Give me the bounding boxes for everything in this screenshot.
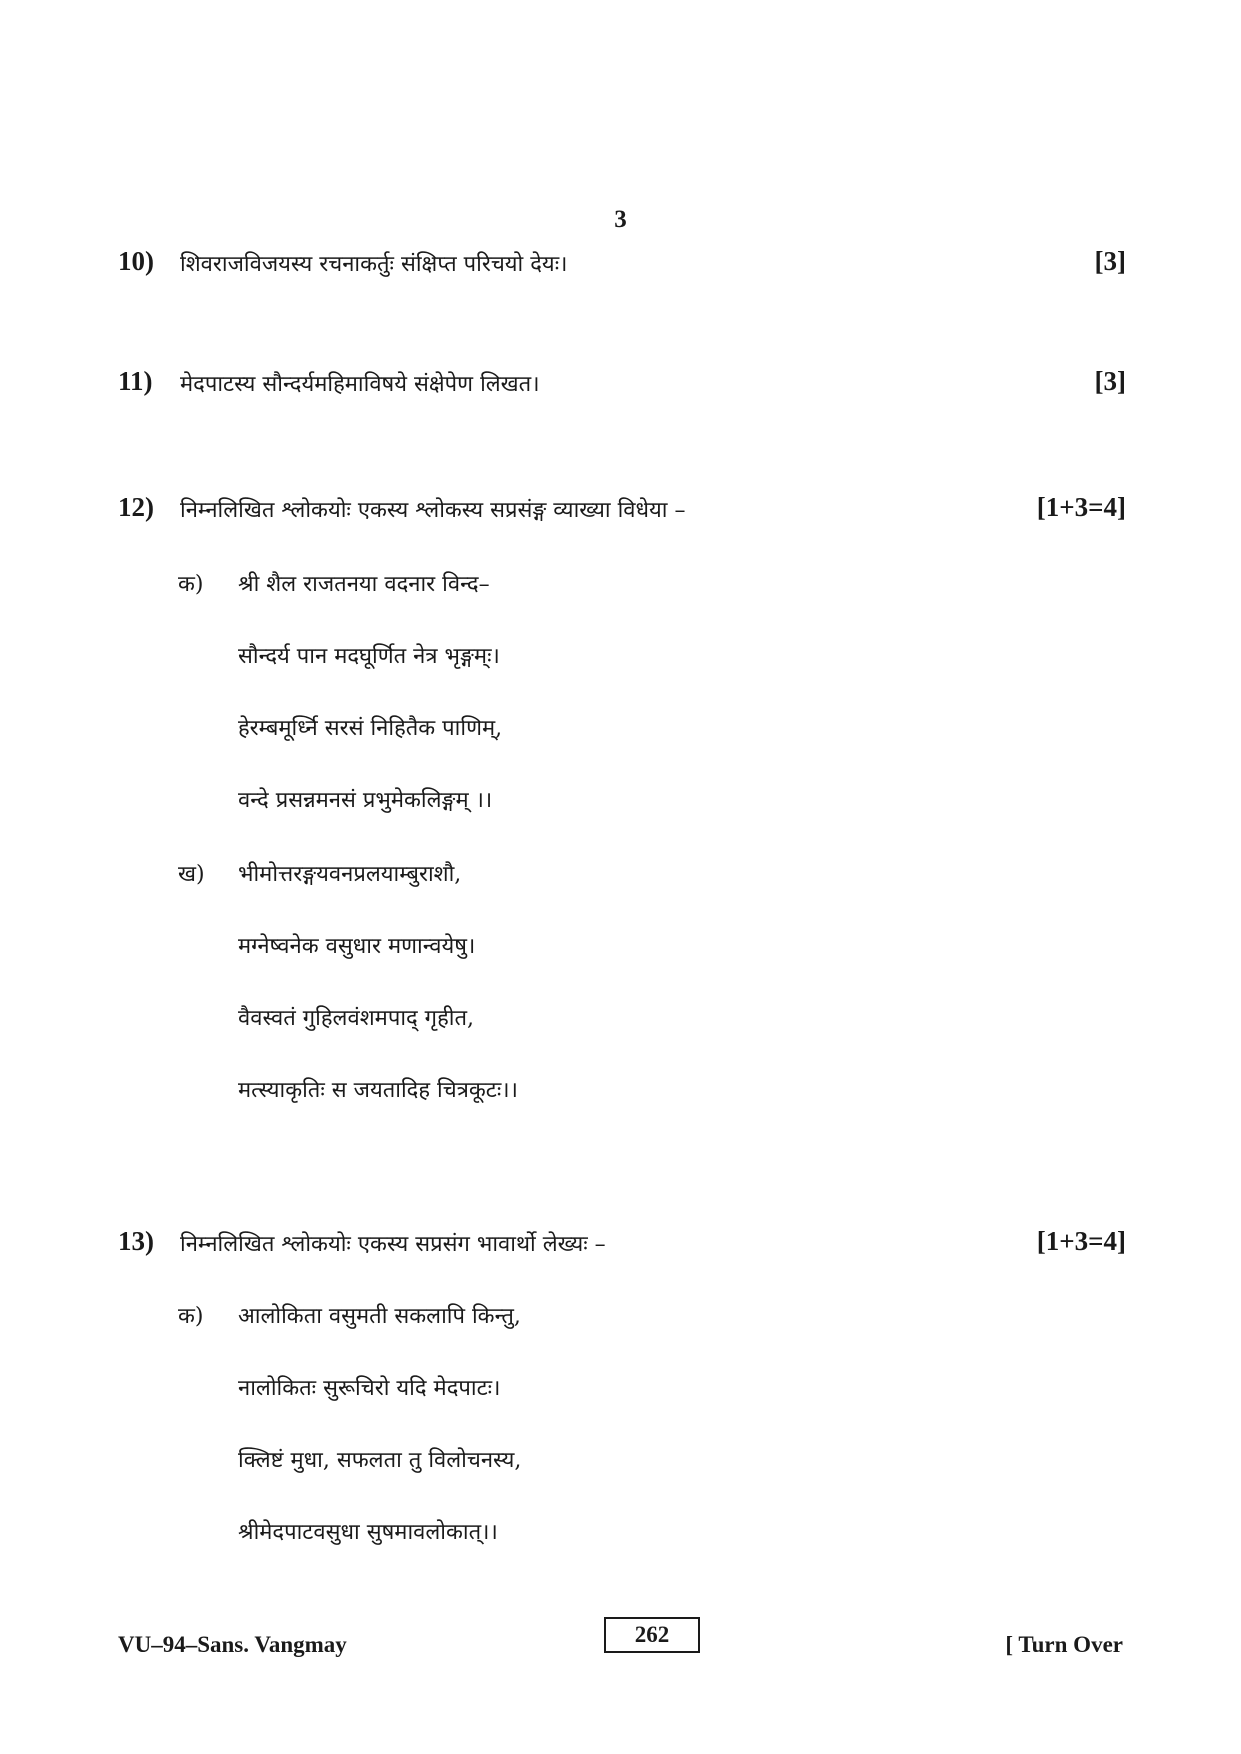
- page-code-box: 262: [604, 1617, 700, 1653]
- question-number: 10): [118, 246, 154, 276]
- verse-line: आलोकिता वसुमती सकलापि किन्तु,: [238, 1304, 521, 1329]
- verse-line: क्लिष्टं मुधा, सफलता तु विलोचनस्य,: [238, 1448, 522, 1473]
- question-text: शिवराजविजयस्य रचनाकर्तुः संक्षिप्त परिचयो देयः।: [180, 252, 568, 277]
- verse-line: मग्नेष्वनेक वसुधार मणान्वयेषु।: [238, 934, 476, 959]
- question-number: 12): [118, 492, 154, 522]
- question-marks: [1+3=4]: [1036, 1226, 1126, 1256]
- question-marks: [3]: [1094, 246, 1126, 276]
- question-number: 11): [118, 366, 153, 396]
- paper-code: VU–94–Sans. Vangmay: [118, 1632, 347, 1657]
- question-12: [118, 492, 1126, 532]
- verse-line: वन्दे प्रसन्नमनसं प्रभुमेकलिङ्गम् ।।: [238, 788, 493, 813]
- turn-over-note: [ Turn Over: [1005, 1632, 1123, 1657]
- sub-part-label: ख): [178, 862, 205, 887]
- question-marks: [1+3=4]: [1036, 492, 1126, 522]
- verse-line: हेरम्बमूर्ध्नि सरसं निहितैक पाणिम्,: [238, 716, 503, 741]
- question-11: [118, 366, 1126, 406]
- sub-part-label: क): [178, 572, 204, 597]
- verse-line: वैवस्वतं गुहिलवंशमपाद् गृहीत,: [238, 1006, 474, 1031]
- question-text: मेदपाटस्य सौन्दर्यमहिमाविषये संक्षेपेण लिखत।: [180, 372, 540, 397]
- question-marks: [3]: [1094, 366, 1126, 396]
- verse-line: नालोकितः सुरूचिरो यदि मेदपाटः।: [238, 1376, 501, 1401]
- question-text: निम्नलिखित श्लोकयोः एकस्य सप्रसंग भावार्थो लेख्यः –: [180, 1232, 606, 1257]
- verse-line: भीमोत्तरङ्गयवनप्रलयाम्बुराशौ,: [238, 862, 462, 887]
- question-text: निम्नलिखित श्लोकयोः एकस्य श्लोकस्य सप्रसंङ्ग व्याख्या विधेया –: [180, 498, 686, 523]
- question-13: [118, 1226, 1126, 1266]
- verse-line: सौन्दर्य पान मदघूर्णित नेत्र भृङ्गम्ः।: [238, 644, 500, 669]
- verse-line: श्री शैल राजतनया वदनार विन्द–: [238, 572, 490, 597]
- question-10: [118, 246, 1126, 286]
- verse-line: श्रीमेदपाटवसुधा सुषमावलोकात्।।: [238, 1520, 498, 1545]
- verse-line: मत्स्याकृतिः स जयतादिह चित्रकूटः।।: [238, 1078, 518, 1103]
- sub-part-label: क): [178, 1304, 204, 1329]
- question-number: 13): [118, 1226, 154, 1256]
- page-number: 3: [614, 206, 627, 233]
